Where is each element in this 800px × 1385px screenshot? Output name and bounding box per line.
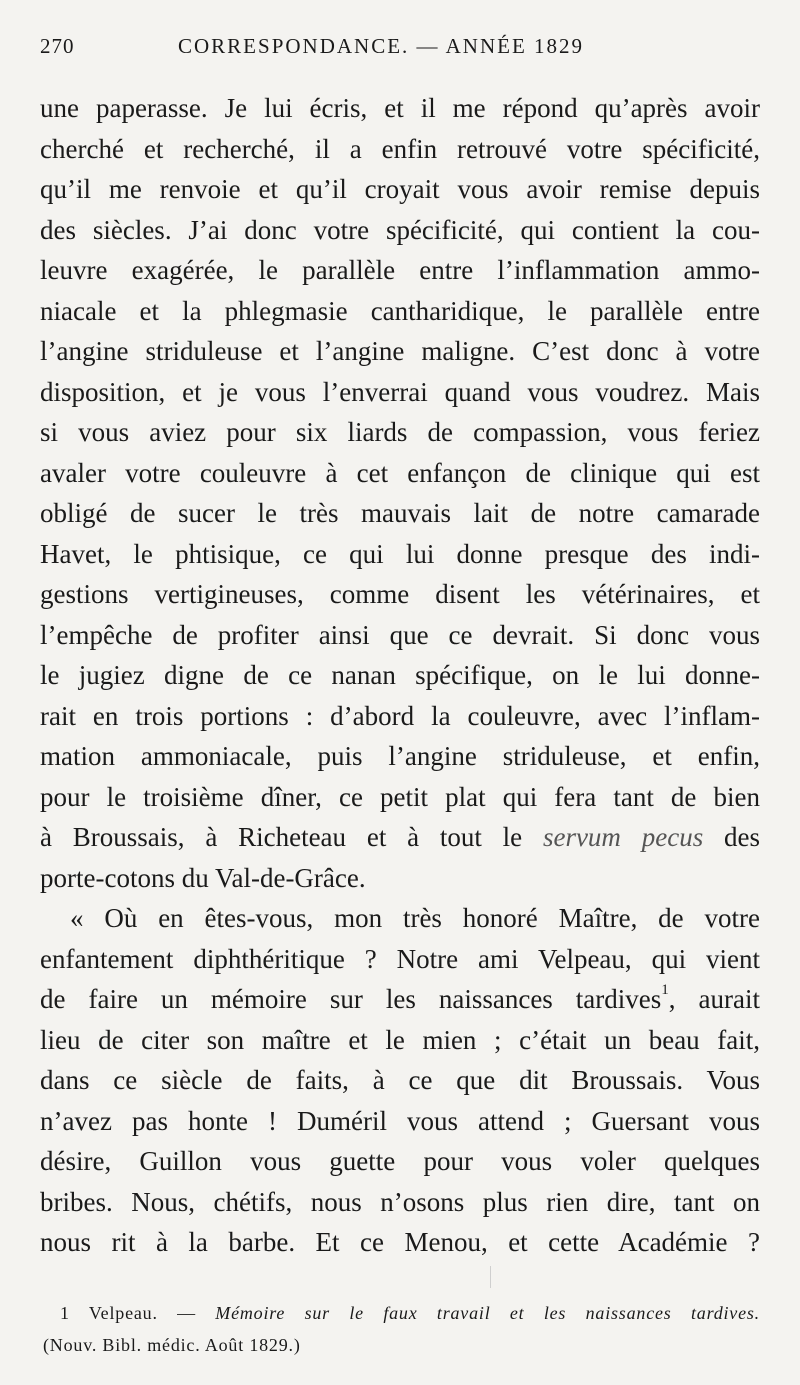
text-line: « Où en êtes-vous, mon très honoré Maître, de votre	[70, 903, 760, 933]
text-line: pour le troisième dîner, ce petit plat qui fera tant de bien	[40, 781, 760, 812]
paragraph-1	[40, 88, 760, 898]
text-line: bribes. Nous, chétifs, nous n’osons plus rien dire, tant on	[40, 1186, 760, 1217]
text-span: , aurait	[668, 984, 760, 1014]
footnote-ref: 1	[661, 982, 669, 998]
text-line: obligé de sucer le très mauvais lait de notre camarade	[40, 498, 760, 528]
body-text	[40, 88, 760, 1263]
text-line: des siècles. J’ai donc votre spécificité, qui contient la cou-	[40, 214, 760, 245]
text-line: une paperasse. Je lui écris, et il me répond qu’après avoir	[40, 93, 760, 123]
text-line: l’angine striduleuse et l’angine maligne. C’est donc à votre	[40, 336, 760, 366]
text-line: niacale et la phlegmasie cantharidique, le parallèle entre	[40, 295, 760, 326]
footnote-marker: 1	[60, 1303, 70, 1323]
text-line: disposition, et je vous l’enverrai quand vous voudrez. Mais	[40, 376, 760, 407]
text-span: à Broussais, à Richeteau et à tout le	[40, 822, 543, 852]
footnotes	[43, 1297, 760, 1361]
footnote-title: Mémoire sur le faux travail et les naissances tardives.	[215, 1303, 760, 1323]
text-line: Havet, le phtisique, ce qui lui donne presque des indi-	[40, 538, 760, 569]
text-line: mation ammoniacale, puis l’angine striduleuse, et enfin,	[40, 741, 760, 771]
text-line: avaler votre couleuvre à cet enfançon de clinique qui est	[40, 457, 760, 488]
paragraph-2	[40, 898, 760, 1263]
footnote-author: Velpeau. —	[88, 1303, 216, 1323]
text-line: porte-cotons du Val-de-Grâce.	[40, 862, 366, 893]
page-number: 270	[40, 34, 75, 58]
text-line: leuvre exagérée, le parallèle entre l’inflammation ammo-	[40, 255, 760, 285]
text-span: de faire un mémoire sur les naissances tardives	[40, 984, 662, 1014]
page-header	[40, 34, 760, 64]
text-line: enfantement diphthéritique ? Notre ami Velpeau, qui vient	[40, 943, 760, 974]
latin-phrase: servum pecus	[542, 822, 704, 852]
text-line: n’avez pas honte ! Duméril vous attend ; Guersant vous	[40, 1105, 760, 1136]
footnote-source: (Nouv. Bibl. médic. Août 1829.)	[43, 1335, 301, 1355]
text-line	[40, 817, 760, 858]
text-line: cherché et recherché, il a enfin retrouvé votre spécificité,	[40, 133, 760, 164]
text-line: si vous aviez pour six liards de compassion, vous feriez	[40, 417, 760, 447]
text-line: rait en trois portions : d’abord la couleuvre, avec l’inflam-	[40, 700, 760, 731]
footnote	[60, 1297, 760, 1329]
running-title: CORRESPONDANCE. — ANNÉE 1829	[178, 34, 585, 58]
text-line: dans ce siècle de faits, à ce que dit Broussais. Vous	[40, 1065, 760, 1095]
text-line: nous rit à la barbe. Et ce Menou, et cette Académie ?	[40, 1227, 760, 1257]
text-line: le jugiez digne de ce nanan spécifique, on le lui donne-	[40, 660, 760, 690]
text-span: des	[703, 822, 760, 852]
text-line	[40, 979, 760, 1020]
text-line: désire, Guillon vous guette pour vous voler quelques	[40, 1146, 760, 1176]
text-line: gestions vertigineuses, comme disent les vétérinaires, et	[40, 579, 760, 609]
print-mark	[490, 1266, 491, 1288]
text-line: lieu de citer son maître et le mien ; c’était un beau fait,	[40, 1024, 760, 1055]
text-line: l’empêche de profiter ainsi que ce devrait. Si donc vous	[40, 619, 760, 650]
text-line: qu’il me renvoie et qu’il croyait vous avoir remise depuis	[40, 174, 760, 204]
